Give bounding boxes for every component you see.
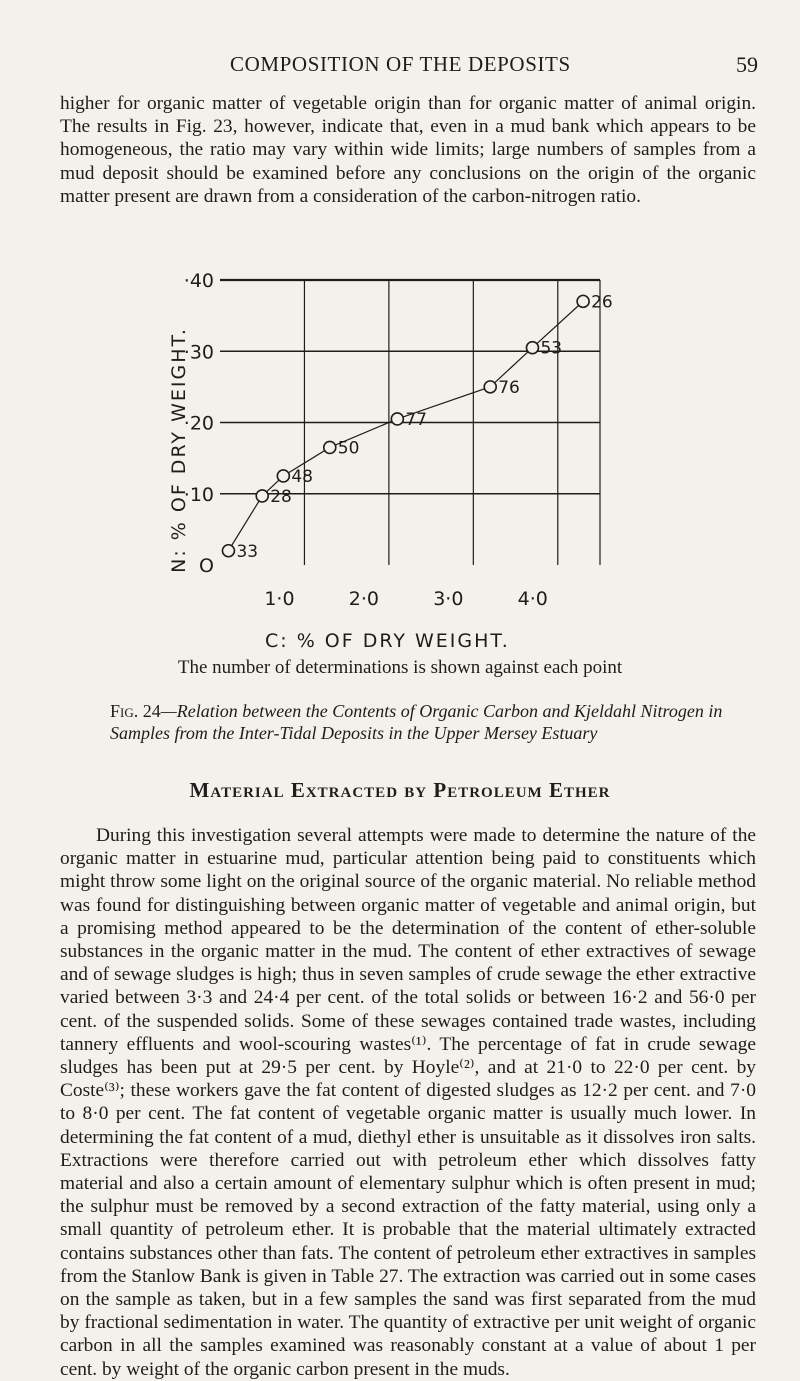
chart-x-tick-label: 4·0 bbox=[517, 588, 548, 610]
chart-point-label: 76 bbox=[498, 377, 520, 398]
chart-point-label: 26 bbox=[591, 292, 613, 313]
figure-scatter-chart bbox=[150, 270, 710, 660]
chart-x-tick-label: 1·0 bbox=[264, 588, 295, 610]
chart-point bbox=[391, 413, 403, 425]
chart-point-label: 53 bbox=[540, 338, 563, 359]
chart-point-label: 48 bbox=[291, 466, 313, 487]
chart-y-tick-label: ·10 bbox=[183, 483, 214, 506]
chart-point bbox=[222, 545, 234, 557]
chart-y-tick-label: O bbox=[199, 555, 214, 577]
chart-y-axis-label: N: % OF DRY WEIGHT. bbox=[168, 327, 190, 573]
chart-point bbox=[526, 342, 538, 354]
chart-point-label: 50 bbox=[337, 438, 360, 459]
figure-note: The number of determinations is shown against each point bbox=[177, 657, 623, 678]
chart-point-label: 33 bbox=[236, 541, 259, 562]
page-number: 59 bbox=[736, 52, 758, 77]
chart-point bbox=[577, 295, 589, 307]
chart-point bbox=[256, 490, 268, 502]
chart-points bbox=[222, 292, 612, 561]
figure-caption-label: Fig. 24 bbox=[110, 701, 161, 721]
chart-point bbox=[484, 381, 496, 393]
paragraph-petroleum-ether: During this investigation several attempts were made to determine the nature of the organic matter in estuarine mud, particular attention being paid to constituents which might throw some light on the original source of the organic material. No reliable method was found for distinguishing between organic matter of vegetable and animal origin, but a promising method appeared to be the determination of the content of ether-soluble substances in the organic matter in the mud. The content of ether extractives of sewage and of sewage sludges is high; thus in seven samples of crude sewage the ether extractive varied between 3·3 and 24·4 per cent. of the total solids or between 16·2 and 56·0 per cent. of the suspended solids. Some of these sewages contained trade wastes, including tannery effluents and wool-scouring wastes⁽¹⁾. The percentage of fat in crude sewage sludges has been put at 29·5 per cent. by Hoyle⁽²⁾, and at 21·0 to 22·0 per cent. by Coste⁽³⁾; these workers gave the fat content of digested sludges as 12·2 per cent. and 7·0 to 8·0 per cent. The fat content of vegetable organic matter is usually much lower. In determining the fat content of a mud, diethyl ether is unsuitable as it dissolves iron salts. Extractions were therefore carried out with petroleum ether which dissolves fatty material and also a certain amount of elementary sulphur which is often present in mud; the sulphur must be removed by a second extraction of the fatty material, using only a small quantity of petroleum ether. It is probable that the material ultimately extracted contains substances other than fats. The content of petroleum ether extractives in samples from the Stanlow Bank is given in Table 27. The extraction was carried out in some cases on the sample as taken, but in a few samples the sand was first separated from the mud by fractional sedimentation in water. The quantity of extractive per unit weight of organic carbon in all the samples examined was reasonably constant at a value of about 1 per cent. by weight of the organic carbon present in the muds. bbox=[60, 825, 756, 1380]
section-heading: Material Extracted by Petroleum Ether bbox=[189, 778, 611, 802]
chart-x-axis-label: C: % OF DRY WEIGHT. bbox=[265, 630, 510, 652]
chart-y-tick-label: ·30 bbox=[183, 341, 214, 364]
chart-x-tick-label: 3·0 bbox=[433, 588, 464, 610]
chart-point-label: 28 bbox=[270, 486, 292, 507]
figure-caption-text: —Relation between the Contents of Organic Carbon and Kjeldahl Nitrogen in Samples from the Inter-Tidal Deposits in the Upper Mersey Estuary bbox=[110, 701, 723, 743]
chart-point bbox=[324, 441, 336, 453]
chart-x-tick-label: 2·0 bbox=[348, 588, 379, 610]
chart-point-label: 77 bbox=[405, 409, 427, 430]
figure-caption bbox=[110, 700, 730, 744]
chart-y-tick-label: ·20 bbox=[183, 412, 214, 435]
running-title: COMPOSITION OF THE DEPOSITS bbox=[230, 52, 571, 76]
chart-svg bbox=[150, 270, 710, 660]
chart-point bbox=[277, 470, 289, 482]
paragraph-intro: higher for organic matter of vegetable origin than for organic matter of animal origin. The results in Fig. 23, however, indicate that, even in a mud bank which appears to be homogeneous, the ratio may vary within wide limits; large numbers of samples from a mud deposit should be examined before any conclusions on the origin of the organic matter present are drawn from a consideration of the carbon-nitrogen ratio. bbox=[60, 93, 756, 207]
running-head bbox=[70, 52, 758, 82]
chart-y-tick-label: ·40 bbox=[183, 270, 214, 292]
